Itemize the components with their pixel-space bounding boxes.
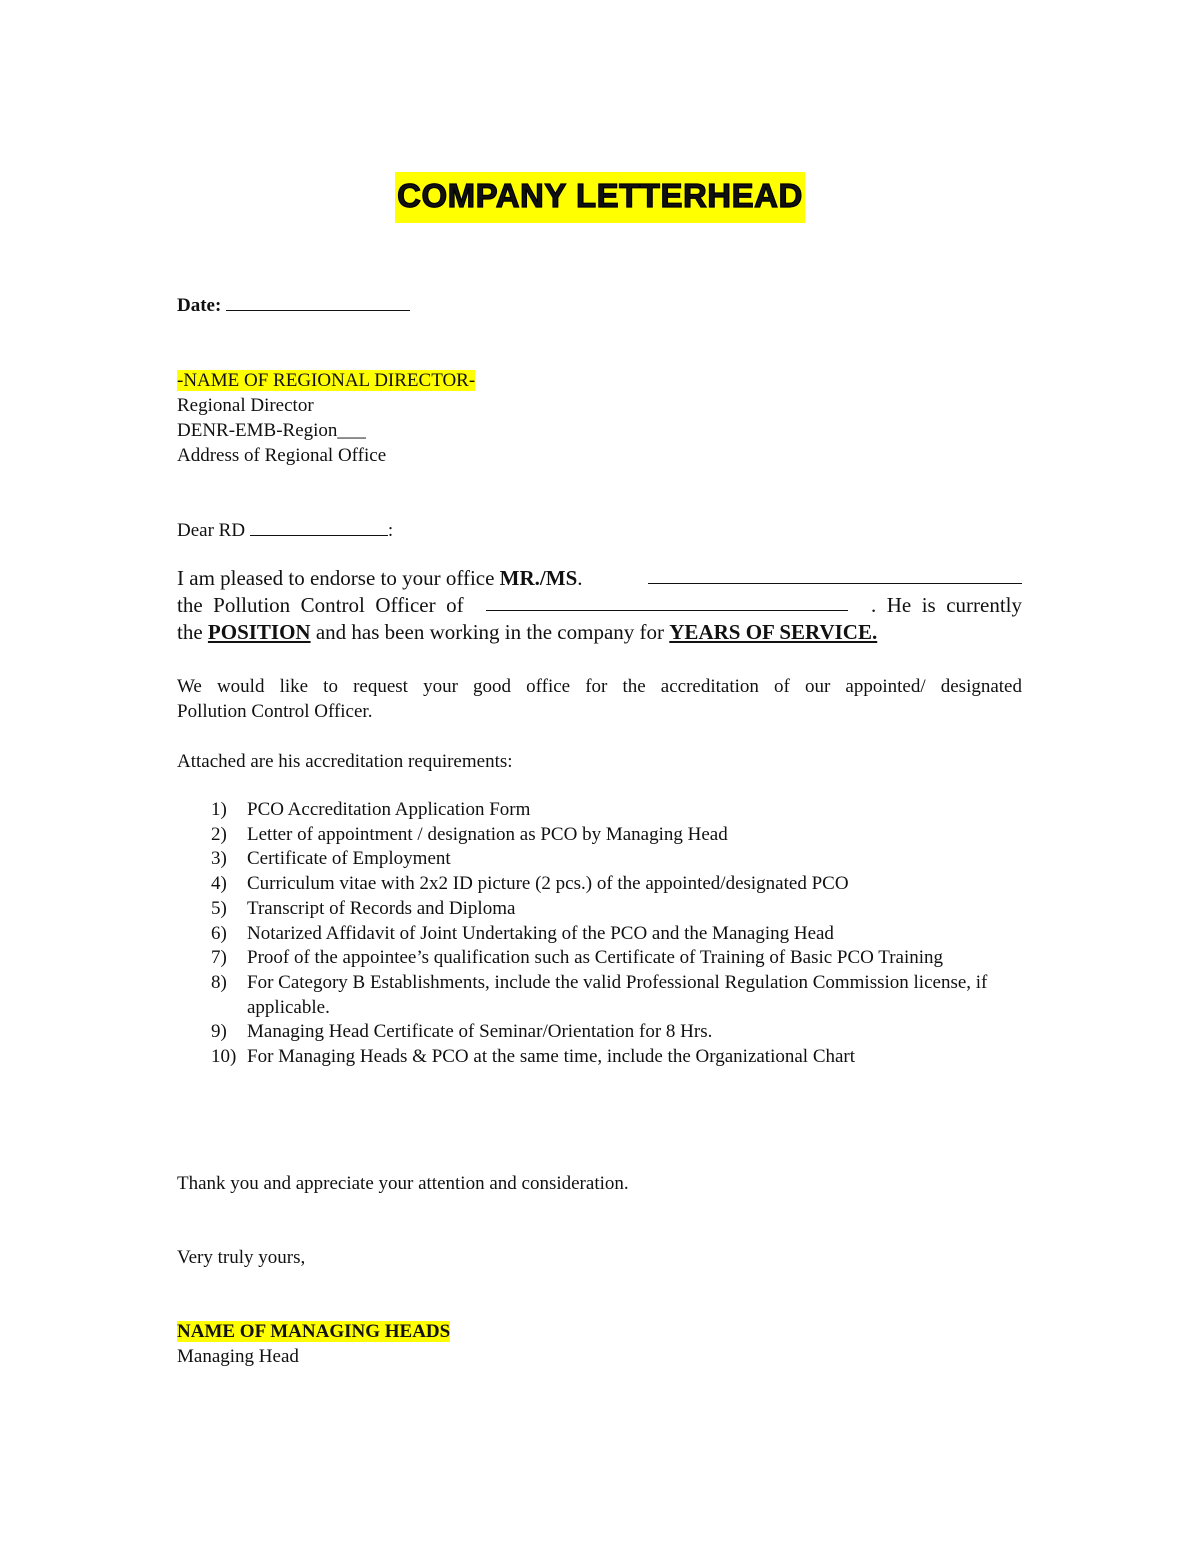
requirement-text: Proof of the appointee’s qualification such as Certificate of Training of Basic PCO Training (247, 947, 944, 969)
requirement-text: Letter of appointment / designation as PCO by Managing Head (247, 823, 728, 845)
requirement-number: 5) (211, 897, 227, 919)
date-blank (226, 294, 410, 311)
requirement-number: 8) (211, 971, 227, 993)
salutation: Dear RD : (177, 520, 394, 541)
requirement-text: Notarized Affidavit of Joint Undertaking of the PCO and the Managing Head (247, 922, 834, 944)
requirement-number: 1) (211, 799, 227, 820)
requirement-text: For Category B Establishments, include the valid Professional Regulation Commission license, if applicable. (247, 971, 988, 1018)
requirement-item (177, 971, 1017, 1020)
requirement-number: 6) (211, 922, 227, 944)
requirement-text: Certificate of Employment (247, 848, 451, 870)
years-placeholder: YEARS OF SERVICE. (669, 620, 878, 644)
requirement-number: 2) (211, 823, 227, 845)
letterhead-title: COMPANY LETTERHEAD (0, 172, 1200, 223)
requirement-text: Transcript of Records and Diploma (247, 897, 516, 919)
requirement-item (177, 1045, 1017, 1070)
recipient-title: Regional Director (177, 395, 314, 416)
salutation-blank (250, 519, 388, 536)
valediction: Very truly yours, (177, 1247, 306, 1268)
requirement-number: 10) (211, 1046, 237, 1068)
requirement-item (177, 922, 1017, 947)
requirement-number: 9) (211, 1021, 227, 1043)
recipient-name-placeholder: -NAME OF REGIONAL DIRECTOR- (177, 370, 476, 391)
endorse-paragraph: I am pleased to endorse to your office MR./MS. the Pollution Control Officer of . He is currently the POSITION and has been working in the company for YEARS OF SERVICE. (177, 566, 1022, 644)
thanks-line: Thank you and appreciate your attention and consideration. (177, 1173, 629, 1194)
requirement-item (177, 823, 1017, 848)
request-paragraph: We would like to request your good office for the accreditation of our appointed/ designated Pollution Control Officer. (177, 676, 1022, 722)
position-placeholder: POSITION (207, 620, 311, 644)
requirement-text: Curriculum vitae with 2x2 ID picture (2 pcs.) of the appointed/designated PCO (247, 873, 849, 895)
requirement-number: 7) (211, 947, 227, 969)
requirement-text: PCO Accreditation Application Form (247, 799, 531, 820)
officer-name-blank (648, 565, 1022, 584)
date-label: Date: (177, 295, 222, 316)
requirement-item (177, 897, 1017, 922)
recipient-office: DENR-EMB-Region___ (177, 420, 366, 441)
requirement-text: Managing Head Certificate of Seminar/Orientation for 8 Hrs. (247, 1021, 713, 1043)
requirements-list (177, 798, 1017, 1070)
recipient-block (177, 368, 475, 468)
requirement-item (177, 946, 1017, 971)
requirement-item (177, 798, 1017, 823)
requirement-text: For Managing Heads & PCO at the same time, include the Organizational Chart (247, 1046, 856, 1068)
requirement-item (177, 847, 1017, 872)
mr-ms: MR./MS (499, 566, 578, 590)
signer-title: Managing Head (177, 1346, 299, 1367)
requirement-item (177, 872, 1017, 897)
company-name-blank (486, 592, 848, 611)
requirement-number: 3) (211, 848, 227, 870)
requirement-item (177, 1020, 1017, 1045)
recipient-address: Address of Regional Office (177, 445, 387, 466)
signature-block (177, 1319, 450, 1369)
date-line (177, 293, 410, 318)
requirement-number: 4) (211, 873, 227, 895)
attached-intro: Attached are his accreditation requirements: (177, 751, 513, 772)
signer-name-placeholder: NAME OF MANAGING HEADS (177, 1321, 451, 1342)
